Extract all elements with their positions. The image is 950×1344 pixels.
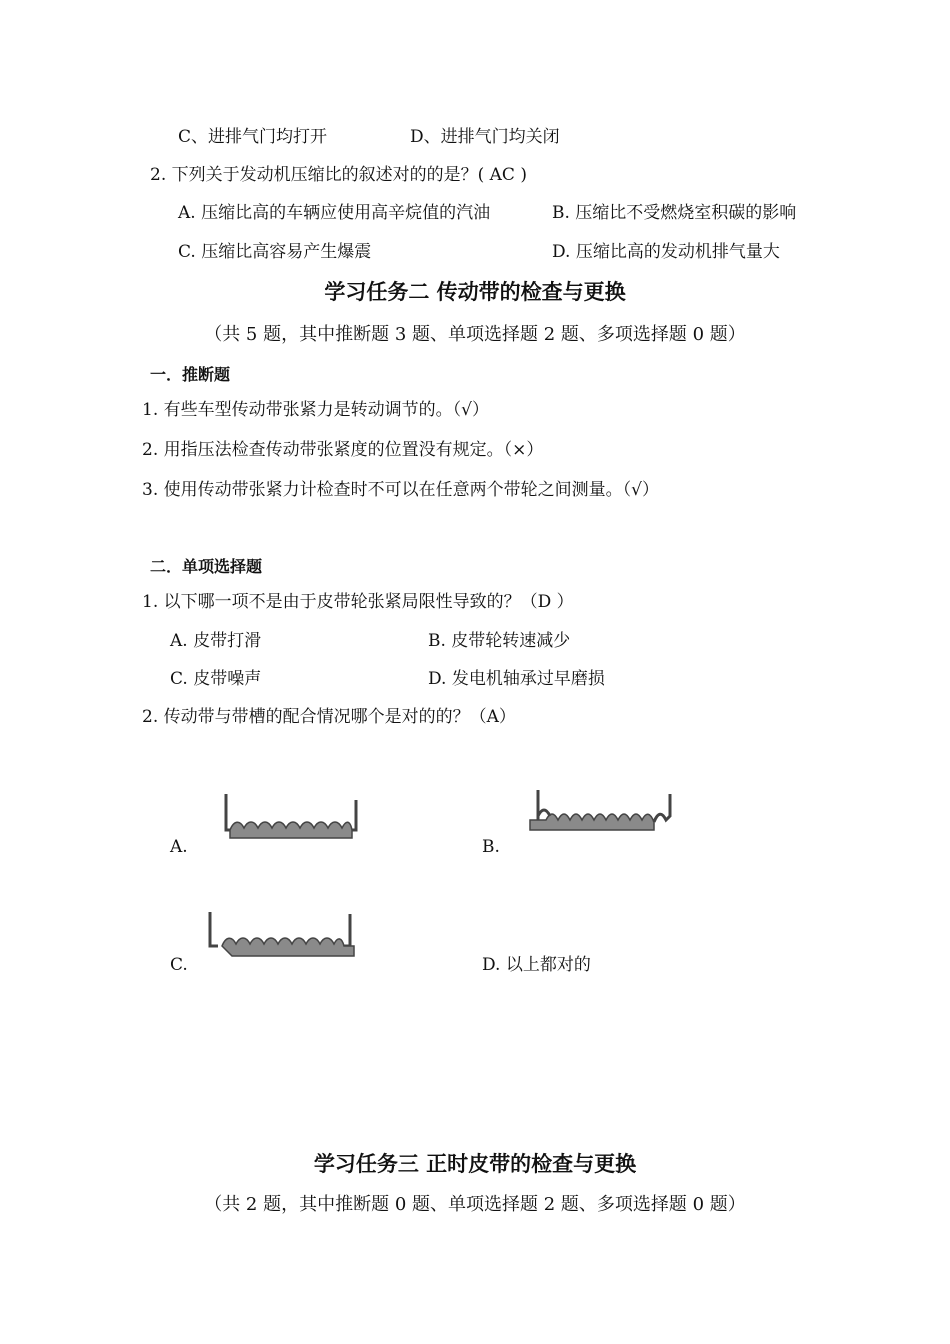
- sq1-option-c: C. 皮带噪声: [170, 669, 262, 689]
- sq1-option-a: A. 皮带打滑: [170, 631, 262, 651]
- option-d: D、进排气门均关闭: [410, 127, 560, 147]
- q2-option-b: B. 压缩比不受燃烧室积碳的影响: [552, 203, 797, 223]
- single-question-2: 2. 传动带与带槽的配合情况哪个是对的的？（A）: [142, 707, 516, 727]
- figure-a-label: A.: [170, 837, 188, 857]
- belt-diagram-c: [204, 910, 359, 962]
- single-question-1: 1. 以下哪一项不是由于皮带轮张紧局限性导致的？（D ）: [142, 592, 574, 612]
- figure-b-label: B.: [482, 837, 500, 857]
- judge-item-2: 2. 用指压法检查传动带张紧度的位置没有规定。（×）: [142, 440, 544, 460]
- q2-option-a: A. 压缩比高的车辆应使用高辛烷值的汽油: [178, 203, 491, 223]
- q2-option-c: C. 压缩比高容易产生爆震: [178, 242, 372, 262]
- question-2: 2. 下列关于发动机压缩比的叙述对的的是？( AC ): [150, 165, 527, 185]
- task3-title: 学习任务三 正时皮带的检查与更换: [313, 1152, 637, 1176]
- task2-summary: （共 5 题，其中推断题 3 题、单项选择题 2 题、多项选择题 0 题）: [204, 324, 746, 345]
- figure-d-label: D. 以上都对的: [482, 955, 591, 975]
- q2-option-d: D. 压缩比高的发动机排气量大: [552, 242, 780, 262]
- option-c: C、进排气门均打开: [178, 127, 328, 147]
- task3-summary: （共 2 题，其中推断题 0 题、单项选择题 2 题、多项选择题 0 题）: [204, 1194, 746, 1215]
- sq1-option-d: D. 发电机轴承过早磨损: [428, 669, 605, 689]
- belt-diagram-a: [218, 792, 363, 844]
- figure-c-label: C.: [170, 955, 188, 975]
- belt-diagram-b: [526, 786, 676, 838]
- judge-item-1: 1. 有些车型传动带张紧力是转动调节的。（√）: [142, 400, 489, 420]
- single-choice-section-title: 二．单项选择题: [150, 557, 263, 576]
- task2-title: 学习任务二 传动带的检查与更换: [324, 280, 626, 304]
- judge-section-title: 一．推断题: [150, 365, 231, 384]
- judge-item-3: 3. 使用传动带张紧力计检查时不可以在任意两个带轮之间测量。（√）: [142, 480, 659, 500]
- sq1-option-b: B. 皮带轮转速减少: [428, 631, 571, 651]
